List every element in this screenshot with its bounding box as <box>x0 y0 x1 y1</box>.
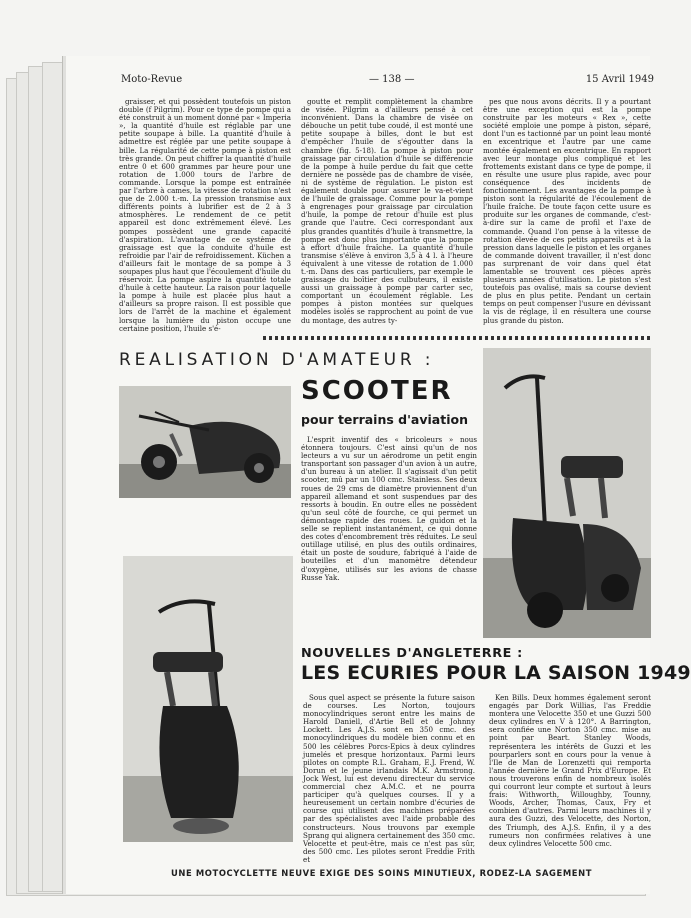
scooter-kicker: REALISATION D'AMATEUR : <box>119 350 435 370</box>
top-article-column-3 <box>483 98 651 373</box>
paragraph: Ken Bills. Deux hommes également seront engagés par Dork Willias, l'as Freddie montera une Velocette 350 et une Guzzi 500 deux cylindres en V à 120°. A Barrington, sera confiée une Norton 350 cmc. mise au point par Beart. Stanley Woods, représentera les intérêts de Guzzi et les pourparlers sont en cours pour la venue à l'Ile de Man de Lorenzetti qui remporta l'année dernière le Grand Prix d'Europe. Et nous trouverons enfin de nombreux isolés qui courront leur compte et surtout à leurs frais: Withworth, Willoughby, Tounny, Woods, Archer, Thomas, Caux, Fry et combien d'autres. Parmi leurs machines il y aura des Guzzi, des Velocette, des Norton, des Triumph, des A.J.S. Enfin, il y a des rumeurs non confirmées relatives à une deux cylindres Velocette 500 cmc. <box>489 693 651 848</box>
running-header <box>121 74 654 88</box>
scooter-rear-photo <box>483 348 651 638</box>
scooter-upright-photo <box>123 556 293 842</box>
scooter-side-illustration <box>119 386 291 498</box>
paragraph: goutte et remplit complètement la chambre de visée. Pilgrim a d'ailleurs pensé à cet inconvénient. Dans la chambre de visée on débouche un petit tube coudé, il est monté une petite soupape à billes, dont le but est d'empêcher l'huile de s'égoutter dans la chambre (fig. 5-18). La pompe à piston pour graissage par circulation d'huile se différencie de la pompe à huile perdue du fait que cette dernière ne possède pas de chambre de visée, ni de système de régulation. Le piston est également double pour assurer le va-et-vient de l'huile de graissage. Comme pour la pompe à engrenages pour graissage par circulation d'huile, la pompe de retour d'huile est plus grande que l'autre. Ceci correspondant aux plus grandes quantités d'huile à transmettre, la pompe est donc plus importante que la pompe à effort d'huile fraîche. La quantité d'huile transmise s'élève à environ 3,5 à 4 l. à l'heure équivalent à une vitesse de rotation de 1.000 t.-m. Dans des cas particuliers, par exemple le graissage du boîtier des culbuteurs, il existe aussi un graissage à pompe par carter sec, comportant un écoulement réglable. Les pompes à piston montées sur quelques modèles isolés se rapprochent au point de vue du montage, des autres ty- <box>301 97 473 325</box>
paragraph: Sous quel aspect se présente la future saison de courses. Les Norton, toujours monocylindriques seront entre les mains de Harold Daniell, d'Artie Bell et de Johnny Lockett. Les A.J.S. sont en 350 cmc. des monocylindriques du modèle bien connu et en 500 les célèbres Porcs-Epics à deux cylindres jumelés et presque horizontaux. Parmi leurs pilotes on compte R.L. Graham, E.J. Frend, W. Dorun et le jeune irlandais M.K. Armstrong. Jock West, lui est devenu directeur du service commercial chez A.M.C. et ne pourra participer qu'à quelques courses. Il y a heureusement un certain nombre d'écuries de course qui utilisent des machines préparées par des spécialistes avec l'aide probable des constructeurs. Nous trouvons par exemple Sprang qui alignera certainement des 350 cmc. Velocette et peut-être, mais ce n'est pas sûr, des 500 cmc. Les pilotes seront Freddie Frith et <box>303 693 475 864</box>
paragraph: pes que nous avons décrits. Il y a pourtant être une exception qui est la pompe construite par les moteurs « Rex », cette société emploie une pompe à piston, séparé, dont l'un es tactionné par un point leau monté en excentrique et l'autre par une came montée également en excentrique. En rapport avec leur montage plus compliqué et les frottements existant dans ce type de pompe, il en résulte une usure plus rapide, avec pour conséquence des incidents de fonctionnement. Les avantages de la pompe à piston sont la régularité de l'écoulement de l'huile fraîche. De toute façon cette usure es produite sur les organes de commande, c'est-à-dire sur la came de profil et l'axe de commande. Quand l'on pense à la vitesse de rotation élevée de ces petits appareils et à la pression dans laquelle le piston et les organes de commande doivent travailler, il n'est donc pas surprenant de voir dans quel état lamentable se trouvent ces pièces après plusieurs années d'utilisation. Le piston s'est toutefois pas ovalisé, mais sa course devient de plus en plus petite. Pendant un certain temps on peut compenser l'usure en dévissant la vis de réglage, il en résultera une course plus grande du piston. <box>483 97 651 325</box>
page-number: — 138 — <box>369 74 415 85</box>
page-shadow <box>63 56 66 894</box>
scooter-folded-photo <box>119 386 291 498</box>
section-divider <box>263 336 651 340</box>
scooter-article-body <box>301 436 477 636</box>
england-article-column-1 <box>303 693 475 864</box>
england-headline: LES ECURIES POUR LA SAISON 1949 <box>301 662 691 684</box>
magazine-page <box>62 56 691 894</box>
scooter-subheadline: pour terrains d'aviation <box>301 412 468 427</box>
scooter-rear-illustration <box>483 348 651 638</box>
issue-date: 15 Avril 1949 <box>585 74 654 85</box>
top-article-column-1 <box>119 98 291 373</box>
scooter-upright-illustration <box>123 556 293 842</box>
paragraph: L'esprit inventif des « bricoleurs » nous étonnera toujours. C'est ainsi qu'un de nos lecteurs a vu sur un aérodrome un petit engin transportant son passager d'un avion à un autre, d'un bureau à un atelier. Il s'agissait d'un petit scooter, mû par un 100 cmc. Stainless. Ses deux roues de 29 cms de diamètre proviennent d'un appareil allemand et sont suspendues par des ressorts à boudin. En outre elles ne possèdent qu'un seul côté de fourche, ce qui permet un démontage rapide des roues. Le guidon et la selle se replient instantanément, ce qui donne des cotes d'encombrement très réduites. Le seul outillage utilisé, en plus des outils ordinaires, était un poste de soudure, fabriqué à l'aide de bouteilles et d'un manomètre détendeur d'oxygène, utilisés sur les avions de chasse Russe Yak. <box>301 435 477 582</box>
england-kicker: NOUVELLES D'ANGLETERRE : <box>301 646 523 661</box>
scooter-headline: SCOOTER <box>301 376 453 406</box>
england-article-column-2 <box>489 693 651 848</box>
footer-banner: UNE MOTOCYCLETTE NEUVE EXIGE DES SOINS MINUTIEUX, RODEZ-LA SAGEMENT <box>171 868 593 878</box>
top-article-column-2 <box>301 98 473 373</box>
magazine-name: Moto-Revue <box>121 74 183 85</box>
paragraph: graisser, et qui possèdent toutefois un piston double (f Pilgrim). Pour ce type de pompe qui a été construit à un moment donné par « Imperia », la quantité d'huile est réglable par une petite soupape à bille. La quantité d'huile à admettre est réglée par une petite soupape à bille. La régularité de cette pompe à piston est très grande. On peut chiffrer la quantité d'huile entre 0 et 600 grammes par heure pour une rotation de 1.000 tours de l'arbre de commande. Lorsque la pompe est entraînée par l'arbre à cames, la vitesse de rotation n'est que de 2.000 t.-m. La pression transmise aux différents points à lubrifier est de 2 à 3 atmosphères. Le rendement de ce petit appareil est donc extrêmement élevé. Les pompes possèdent une grande capacité d'aspiration. L'avantage de ce système de graissage est que la conduite d'huile est refroidie par l'air de refroidissement. Küchen a d'ailleurs fait le montage de sa pompe à 3 soupapes plus haut que l'écoulement d'huile du réservoir. La pompe aspire la quantité totale d'huile à cette hauteur. La raison pour laquelle la pompe à huile est placée plus haut a d'ailleurs sa propre raison. Il est possible que lors de l'arrêt de la machine et également lorsque la lumière du piston occupe une certaine position, l'huile s'é- <box>119 97 291 333</box>
